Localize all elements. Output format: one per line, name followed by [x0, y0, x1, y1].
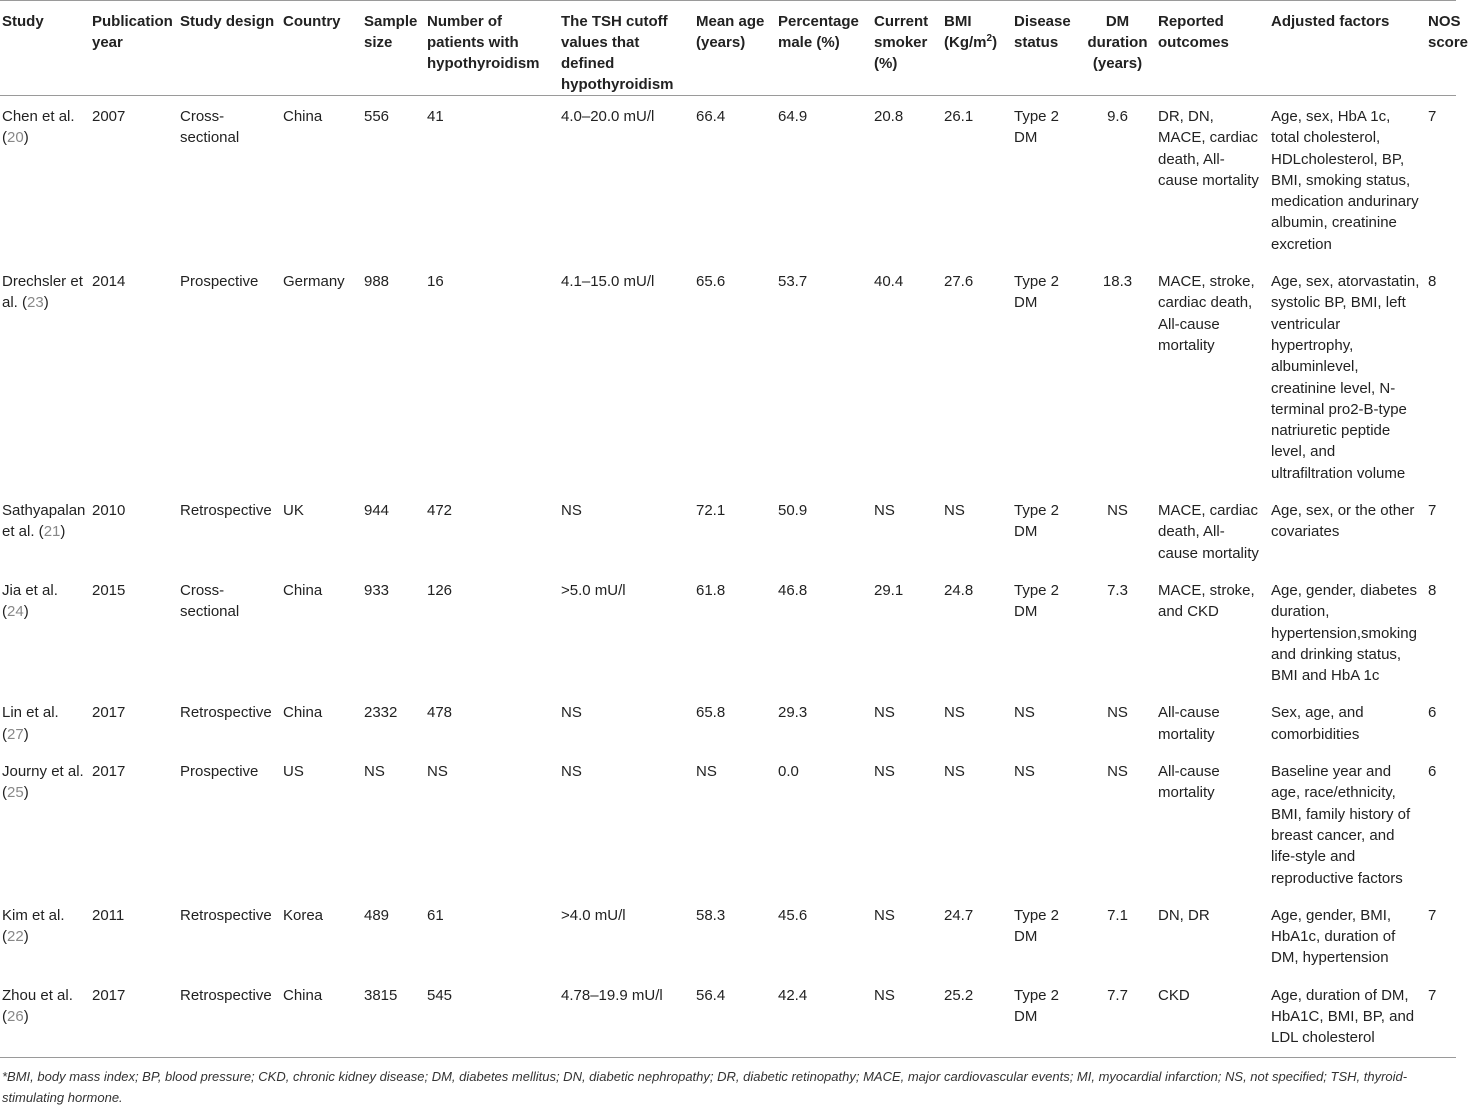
cell-study	[0, 96, 88, 262]
cell-nos-score: 6	[1428, 763, 1437, 781]
header-row	[0, 1, 1456, 96]
cell-tsh-cutoff: 4.0–20.0 mU/l	[561, 108, 655, 125]
cell-bmi: NS	[944, 704, 965, 722]
study-name: Drechsler et al. (	[2, 273, 83, 312]
cell-number-hypothyroidism: 41	[427, 108, 444, 125]
cell-number-hypothyroidism: 61	[427, 906, 444, 924]
header-adjusted-factors: Adjusted factors	[1267, 1, 1424, 96]
cell-study-design: Retrospective	[176, 975, 279, 1057]
cell-mean-age: 61.8	[696, 581, 726, 599]
table-row	[0, 975, 1456, 1057]
cell-current-smoker: NS	[870, 975, 940, 1057]
cell-sample-size: 933	[364, 581, 390, 599]
header-percentage-male: Percentage male (%)	[774, 1, 870, 96]
cell-dm-duration: NS	[1107, 763, 1128, 781]
cell-sample-size: 489	[364, 906, 390, 924]
cell-adjusted-factors: Age, sex, atorvastatin, systolic BP, BMI, left ventricular hypertrophy, albuminlevel, creatinine level, N-terminal pro2-B-type natriuretic peptide level, and ultrafiltration volume	[1271, 273, 1420, 482]
header-tsh-cutoff: The TSH cutoff values that defined hypothyroidism	[557, 1, 692, 96]
cell-publication-year: 2014	[92, 273, 126, 291]
cell-percentage-male: 50.9	[778, 502, 808, 520]
cell-percentage-male: 46.8	[778, 581, 808, 599]
cell-country: China	[283, 704, 323, 722]
cell-study-design: Prospective	[180, 273, 259, 291]
cell-current-smoker: NS	[874, 704, 895, 722]
study-name-close: )	[60, 523, 66, 541]
table-row	[0, 895, 1456, 975]
reference-link[interactable]: 23	[27, 294, 44, 312]
cell-number-hypothyroidism: 16	[427, 273, 444, 291]
cell-tsh-cutoff: >4.0 mU/l	[561, 906, 626, 924]
header-study-design: Study design	[176, 1, 279, 96]
cell-study-design: Retrospective	[180, 704, 272, 722]
table-body	[0, 96, 1456, 1058]
reference-link[interactable]: 20	[7, 129, 24, 147]
study-name: Lin et al. (	[2, 704, 59, 743]
cell-disease-status: NS	[1014, 763, 1035, 781]
cell-bmi: NS	[944, 502, 965, 520]
cell-publication-year: 2017	[92, 763, 126, 781]
header-bmi-superscript: 2	[986, 33, 993, 44]
cell-nos-score: 7	[1428, 502, 1437, 520]
study-name-close: )	[23, 603, 29, 621]
cell-current-smoker: NS	[874, 763, 895, 781]
cell-reported-outcomes: DN, DR	[1158, 906, 1210, 924]
cell-country: Germany	[283, 273, 345, 291]
cell-sample-size: NS	[364, 763, 385, 781]
cell-study	[0, 692, 88, 751]
cell-dm-duration: 7.7	[1081, 975, 1154, 1057]
header-current-smoker: Current smoker (%)	[870, 1, 940, 96]
header-country: Country	[279, 1, 360, 96]
cell-percentage-male: 29.3	[778, 704, 808, 722]
cell-adjusted-factors: Age, gender, diabetes duration, hypertension,smoking and drinking status, BMI and HbA 1c	[1271, 581, 1417, 685]
cell-bmi: 27.6	[944, 273, 974, 291]
header-number-hypothyroidism: Number of patients with hypothyroidism	[423, 1, 557, 96]
cell-tsh-cutoff: 4.78–19.9 mU/l	[557, 975, 692, 1057]
cell-study	[0, 570, 88, 692]
header-bmi-close: )	[992, 34, 998, 51]
cell-publication-year: 2017	[92, 704, 126, 722]
cell-adjusted-factors: Baseline year and age, race/ethnicity, BMI, family history of breast cancer, and life-style and reproductive factors	[1271, 763, 1411, 887]
cell-percentage-male: 0.0	[778, 763, 799, 781]
cell-disease-status: NS	[1014, 704, 1035, 722]
cell-tsh-cutoff: NS	[561, 502, 582, 520]
cell-bmi: 25.2	[940, 975, 1010, 1057]
header-nos-score: NOS score	[1424, 1, 1456, 96]
cell-study	[0, 261, 88, 490]
cell-country: US	[283, 763, 304, 781]
header-dm-duration: DM duration (years)	[1081, 1, 1154, 96]
study-name: Kim et al. (	[2, 906, 65, 946]
cell-study-design: Retrospective	[180, 502, 272, 520]
cell-nos-score: 7	[1428, 906, 1437, 924]
cell-adjusted-factors: Age, gender, BMI, HbA1c, duration of DM, hypertension	[1271, 906, 1396, 967]
cell-disease-status: Type 2 DM	[1014, 502, 1060, 541]
cell-sample-size: 988	[364, 273, 390, 291]
header-publication-year: Publication year	[88, 1, 176, 96]
cell-tsh-cutoff: NS	[561, 763, 582, 781]
cell-study	[0, 975, 88, 1057]
header-study: Study	[0, 1, 88, 96]
reference-link[interactable]: 25	[7, 784, 24, 802]
header-disease-status: Disease status	[1010, 1, 1081, 96]
header-bmi	[940, 1, 1010, 96]
cell-disease-status: Type 2 DM	[1010, 975, 1081, 1057]
cell-publication-year: 2011	[92, 906, 125, 924]
table-row	[0, 490, 1456, 570]
cell-nos-score: 8	[1428, 273, 1437, 291]
cell-bmi: NS	[944, 763, 965, 781]
study-name: Sathyapalan et al. (	[2, 502, 86, 541]
study-name: Jia et al. (	[2, 581, 58, 621]
cell-adjusted-factors: Age, sex, or the other covariates	[1271, 502, 1415, 541]
cell-dm-duration: 18.3	[1102, 273, 1133, 291]
cell-nos-score: 7	[1424, 975, 1456, 1057]
cell-mean-age: 72.1	[696, 502, 726, 520]
cell-adjusted-factors: Age, sex, HbA 1c, total cholesterol, HDLcholesterol, BP, BMI, smoking status, medication andurinary albumin, creatinine excretion	[1271, 108, 1419, 253]
cell-study-design: Cross-sectional	[180, 581, 240, 621]
cell-reported-outcomes: DR, DN, MACE, cardiac death, All-cause mortality	[1158, 108, 1259, 189]
cell-study-design: Retrospective	[180, 906, 272, 924]
cell-mean-age: NS	[696, 763, 717, 781]
cell-publication-year: 2010	[92, 502, 126, 520]
cell-sample-size: 556	[364, 108, 390, 125]
header-mean-age: Mean age (years)	[692, 1, 774, 96]
table-row	[0, 570, 1456, 692]
cell-percentage-male: 45.6	[778, 906, 808, 924]
study-name-close: )	[23, 725, 29, 743]
cell-country: China	[279, 975, 360, 1057]
cell-mean-age: 58.3	[696, 906, 726, 924]
cell-country: China	[283, 581, 323, 599]
cell-dm-duration: 7.3	[1107, 581, 1128, 599]
table-row	[0, 261, 1456, 490]
cell-tsh-cutoff: 4.1–15.0 mU/l	[561, 273, 655, 291]
cell-reported-outcomes: CKD	[1154, 975, 1267, 1057]
cell-publication-year: 2007	[92, 108, 126, 125]
study-name-close: )	[23, 928, 29, 946]
cell-disease-status: Type 2 DM	[1014, 906, 1060, 946]
cell-nos-score: 6	[1428, 704, 1437, 722]
cell-number-hypothyroidism: 545	[423, 975, 557, 1057]
cell-percentage-male: 42.4	[774, 975, 870, 1057]
cell-disease-status: Type 2 DM	[1014, 108, 1060, 147]
cell-sample-size: 3815	[360, 975, 423, 1057]
study-name-close: )	[23, 1007, 29, 1025]
cell-current-smoker: 29.1	[874, 581, 904, 599]
cell-disease-status: Type 2 DM	[1014, 273, 1060, 312]
table-row	[0, 751, 1456, 895]
study-name-close: )	[23, 129, 29, 147]
cell-study	[0, 751, 88, 895]
cell-mean-age: 66.4	[696, 108, 726, 125]
cell-nos-score: 8	[1428, 581, 1437, 599]
reference-link[interactable]: 26	[7, 1007, 24, 1025]
study-name: Chen et al. (	[2, 108, 75, 147]
cell-current-smoker: 40.4	[874, 273, 904, 291]
study-name: Journy et al. (	[2, 763, 84, 802]
cell-tsh-cutoff: >5.0 mU/l	[561, 581, 626, 599]
cell-reported-outcomes: MACE, stroke, and CKD	[1158, 581, 1255, 621]
cell-percentage-male: 64.9	[778, 108, 808, 125]
cell-reported-outcomes: MACE, cardiac death, All-cause mortality	[1158, 502, 1259, 562]
reference-link[interactable]: 24	[7, 603, 24, 621]
cell-reported-outcomes: All-cause mortality	[1158, 704, 1220, 743]
header-bmi-text: BMI (Kg/m	[944, 13, 987, 51]
cell-publication-year: 2015	[92, 581, 126, 599]
cell-bmi: 24.7	[944, 906, 974, 924]
cell-bmi: 24.8	[944, 581, 974, 599]
cell-dm-duration: 7.1	[1107, 906, 1128, 924]
cell-current-smoker: NS	[874, 906, 895, 924]
study-name-close: )	[23, 784, 29, 802]
cell-country: UK	[283, 502, 304, 520]
cell-number-hypothyroidism: 478	[427, 704, 453, 722]
table-footnote: *BMI, body mass index; BP, blood pressure; CKD, chronic kidney disease; DM, diabetes mellitus; DN, diabetic nephropathy; DR, diabetic retinopathy; MACE, major cardiovascular events; MI, myocardial infarction; NS, not specified; TSH, thyroid-stimulating hormone.	[2, 1068, 1408, 1105]
study-name: Zhou et al. (	[2, 986, 73, 1025]
cell-publication-year: 2017	[88, 975, 176, 1057]
cell-number-hypothyroidism: 472	[427, 502, 453, 520]
cell-number-hypothyroidism: NS	[427, 763, 448, 781]
cell-adjusted-factors: Age, duration of DM, HbA1C, BMI, BP, and LDL cholesterol	[1267, 975, 1424, 1057]
reference-link[interactable]: 21	[43, 523, 61, 541]
cell-dm-duration: NS	[1107, 502, 1128, 520]
reference-link[interactable]: 27	[7, 725, 24, 743]
cell-study-design: Prospective	[180, 763, 259, 781]
cell-mean-age: 56.4	[692, 975, 774, 1057]
cell-disease-status: Type 2 DM	[1014, 581, 1060, 621]
cell-dm-duration: NS	[1107, 704, 1128, 722]
cell-study-design: Cross-sectional	[180, 108, 240, 147]
reference-link[interactable]: 22	[7, 928, 24, 946]
cell-sample-size: 2332	[364, 704, 398, 722]
cell-study	[0, 490, 88, 570]
cell-percentage-male: 53.7	[778, 273, 808, 291]
cell-number-hypothyroidism: 126	[427, 581, 453, 599]
header-reported-outcomes: Reported outcomes	[1154, 1, 1267, 96]
cell-current-smoker: NS	[874, 502, 895, 520]
cell-dm-duration: 9.6	[1107, 108, 1128, 125]
cell-country: Korea	[283, 906, 324, 924]
cell-country: China	[283, 108, 323, 125]
cell-mean-age: 65.8	[696, 704, 726, 722]
cell-tsh-cutoff: NS	[561, 704, 582, 722]
cell-sample-size: 944	[364, 502, 390, 520]
cell-current-smoker: 20.8	[874, 108, 904, 125]
cell-adjusted-factors: Sex, age, and comorbidities	[1271, 704, 1364, 743]
cell-mean-age: 65.6	[696, 273, 726, 291]
cell-bmi: 26.1	[944, 108, 974, 125]
cell-study	[0, 895, 88, 975]
cell-nos-score: 7	[1428, 108, 1437, 125]
cell-reported-outcomes: MACE, stroke, cardiac death, All-cause mortality	[1158, 273, 1255, 354]
study-name-close: )	[43, 294, 49, 312]
table-row	[0, 96, 1456, 262]
cell-reported-outcomes: All-cause mortality	[1158, 763, 1220, 802]
table-row	[0, 692, 1456, 751]
header-sample-size: Sample size	[360, 1, 423, 96]
